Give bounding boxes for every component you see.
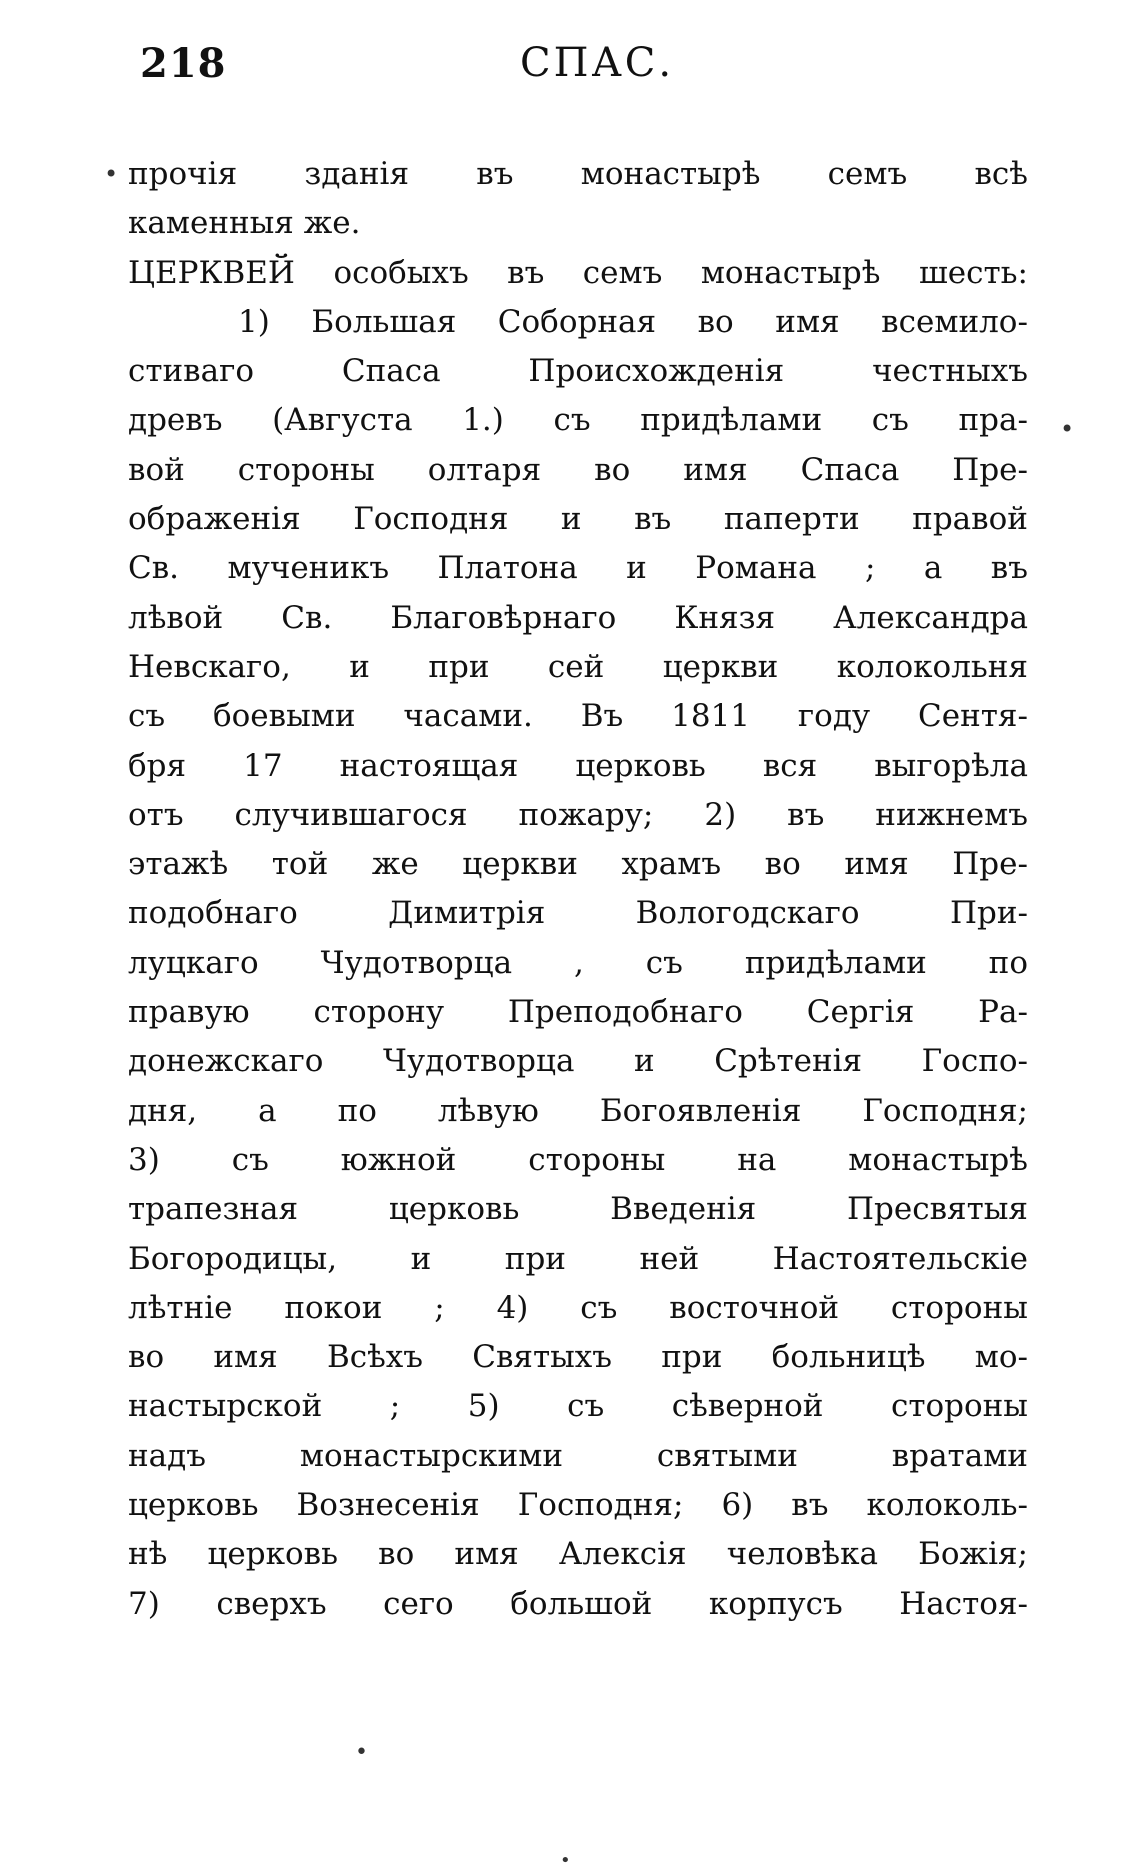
text-line: древъ (Августа 1.) съ придѣлами съ пра- — [128, 402, 1028, 439]
page-header — [140, 40, 1020, 100]
text-line: 3) съ южной стороны на монастырѣ — [128, 1141, 1028, 1178]
body-text — [128, 150, 1028, 1629]
text-line: правую сторону Преподобнаго Сергія Ра- — [128, 994, 1028, 1031]
text-line: лѣтніе покои ; 4) съ восточной стороны — [128, 1289, 1028, 1326]
text-line: каменныя же. — [128, 205, 361, 242]
text-line: дня, а по лѣвую Богоявленія Господня; — [128, 1092, 1028, 1129]
text-line: вой стороны олтаря во имя Спаса Пре- — [128, 451, 1028, 488]
text-line: подобнаго Димитрія Вологодскаго При- — [128, 895, 1028, 932]
text-line: нѣ церковь во имя Алексія человѣка Божія; — [128, 1536, 1028, 1573]
running-head: СПАС. — [520, 40, 675, 86]
text-line: донежскаго Чудотворца и Срѣтенія Госпо- — [128, 1043, 1028, 1080]
text-line: ображенія Господня и въ паперти правой — [128, 501, 1028, 538]
text-line: отъ случившагося пожару; 2) въ нижнемъ — [128, 796, 1028, 833]
text-line: 1) Большая Соборная во имя всемило- — [238, 303, 1028, 340]
text-line: луцкаго Чудотворца , съ придѣлами по — [128, 944, 1028, 981]
text-line: трапезная церковь Введенія Пресвятыя — [128, 1191, 1028, 1228]
ink-speck: • — [104, 160, 119, 188]
text-line: Богородицы, и при ней Настоятельскіе — [128, 1240, 1028, 1277]
text-line: этажѣ той же церкви храмъ во имя Пре- — [128, 846, 1028, 883]
text-line: церковь Вознесенія Господня; 6) въ колоколь- — [128, 1487, 1028, 1524]
page-number: 218 — [140, 40, 227, 87]
text-line: лѣвой Св. Благовѣрнаго Князя Александра — [128, 599, 1028, 636]
text-line: 7) сверхъ сего большой корпусъ Настоя- — [128, 1585, 1028, 1622]
text-line: съ боевыми часами. Въ 1811 году Сентя- — [128, 698, 1028, 735]
text-line: Св. мученикъ Платона и Романа ; а въ — [128, 550, 1028, 587]
text-line: прочія зданія въ монастырѣ семъ всѣ — [128, 156, 1028, 192]
text-line: бря 17 настоящая церковь вся выгорѣла — [128, 747, 1028, 784]
text-line: стиваго Спаса Происхожденія честныхъ — [128, 353, 1028, 390]
ink-speck: • — [355, 1740, 368, 1765]
text-line: во имя Всѣхъ Святыхъ при больницѣ мо- — [128, 1339, 1028, 1376]
ink-speck: • — [1060, 415, 1075, 443]
ink-speck: • — [560, 1850, 571, 1871]
text-line: надъ монастырскими святыми вратами — [128, 1437, 1028, 1474]
text-line: настырской ; 5) съ сѣверной стороны — [128, 1388, 1028, 1425]
text-line: Невскаго, и при сей церкви колокольня — [128, 648, 1028, 685]
text-line: ЦЕРКВЕЙ особыхъ въ семъ монастырѣ шесть: — [128, 254, 1028, 291]
